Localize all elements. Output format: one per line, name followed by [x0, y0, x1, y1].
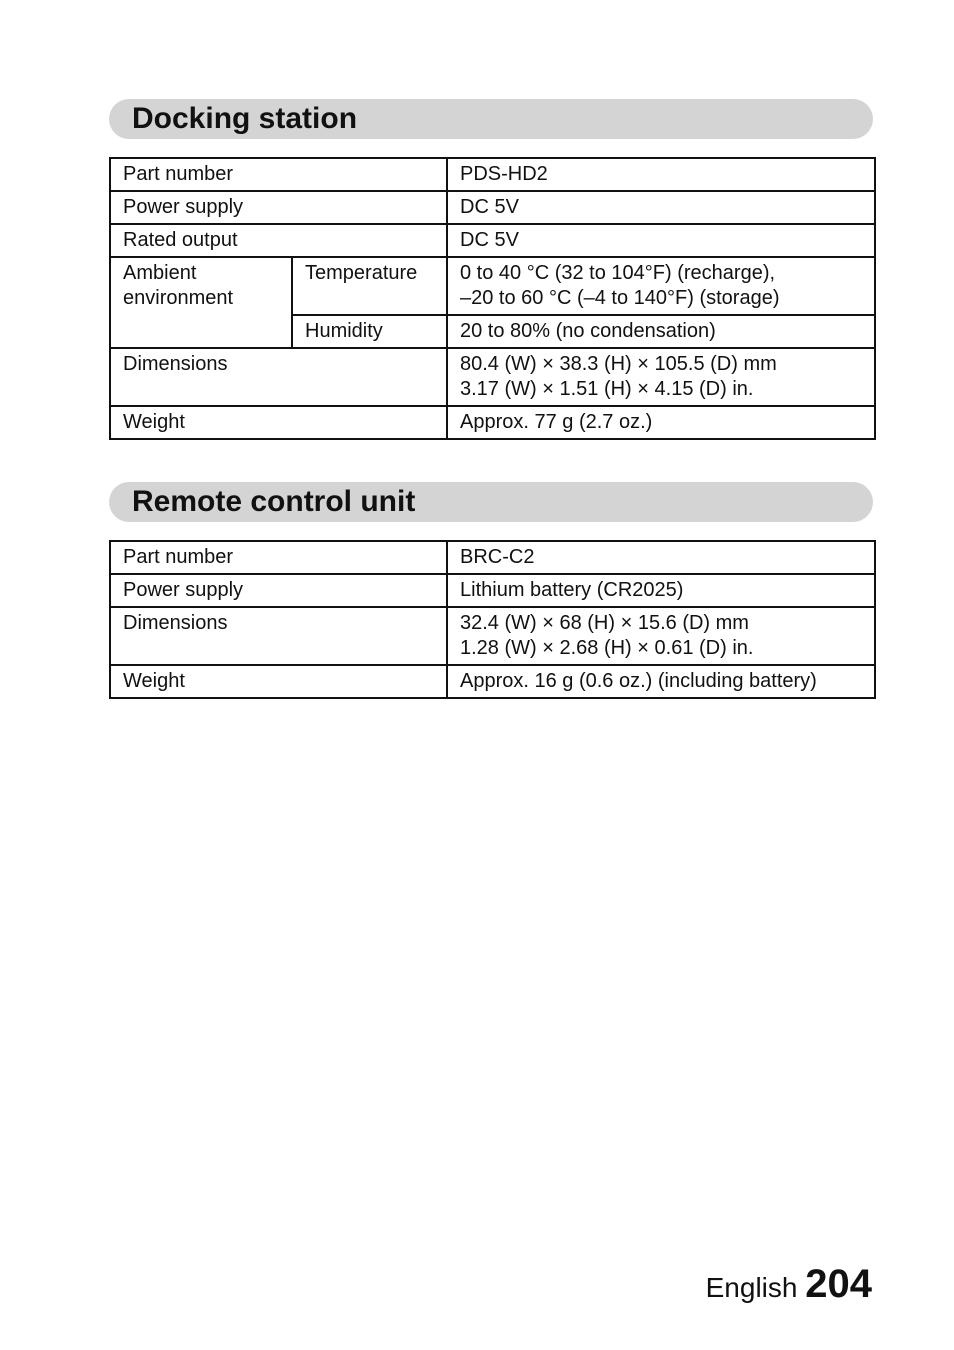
- ambient-label-line: environment: [123, 287, 234, 309]
- table-row: [110, 574, 875, 607]
- table-row: [110, 191, 875, 224]
- table-row: [110, 665, 875, 698]
- spec-label: [110, 257, 292, 348]
- table-row: [110, 257, 875, 315]
- footer-language: English: [705, 1272, 798, 1303]
- spec-value: Lithium battery (CR2025): [447, 574, 875, 607]
- dimensions-value-line: 32.4 (W) × 68 (H) × 15.6 (D) mm: [460, 612, 749, 634]
- temperature-value-line: 0 to 40 °C (32 to 104°F) (recharge),: [460, 262, 776, 284]
- spec-label: Rated output: [110, 224, 447, 257]
- spec-value: [447, 607, 875, 665]
- spec-sublabel: Humidity: [292, 315, 447, 348]
- ambient-label-line: Ambient: [123, 262, 197, 284]
- spec-value: [447, 257, 875, 315]
- table-row: [110, 406, 875, 439]
- table-row: [110, 607, 875, 665]
- spec-value: Approx. 16 g (0.6 oz.) (including battery): [447, 665, 875, 698]
- spec-value: Approx. 77 g (2.7 oz.): [447, 406, 875, 439]
- dimensions-value-line: 1.28 (W) × 2.68 (H) × 0.61 (D) in.: [460, 637, 754, 659]
- spec-label: Part number: [110, 541, 447, 574]
- table-row: [110, 348, 875, 406]
- page-number: 204: [805, 1262, 872, 1306]
- spec-label: Power supply: [110, 191, 447, 224]
- docking-station-spec-table: [109, 157, 876, 440]
- table-row: [110, 541, 875, 574]
- spec-label: Part number: [110, 158, 447, 191]
- spec-label: Weight: [110, 406, 447, 439]
- page-footer: [706, 1262, 872, 1310]
- spec-value: DC 5V: [447, 224, 875, 257]
- spec-value: [447, 348, 875, 406]
- spec-label: Dimensions: [110, 607, 447, 665]
- spec-value: 20 to 80% (no condensation): [447, 315, 875, 348]
- spec-label: Power supply: [110, 574, 447, 607]
- dimensions-value-line: 3.17 (W) × 1.51 (H) × 4.15 (D) in.: [460, 378, 754, 400]
- spec-label: Dimensions: [110, 348, 447, 406]
- remote-control-spec-table: [109, 540, 876, 699]
- remote-control-heading: Remote control unit: [109, 482, 873, 522]
- spec-value: DC 5V: [447, 191, 875, 224]
- spec-label: Weight: [110, 665, 447, 698]
- table-row: [110, 158, 875, 191]
- table-row: [110, 224, 875, 257]
- dimensions-value-line: 80.4 (W) × 38.3 (H) × 105.5 (D) mm: [460, 353, 777, 375]
- spec-sublabel: Temperature: [292, 257, 447, 315]
- docking-station-heading: Docking station: [109, 99, 873, 139]
- temperature-value-line: –20 to 60 °C (–4 to 140°F) (storage): [460, 287, 780, 309]
- spec-value: PDS-HD2: [447, 158, 875, 191]
- spec-value: BRC-C2: [447, 541, 875, 574]
